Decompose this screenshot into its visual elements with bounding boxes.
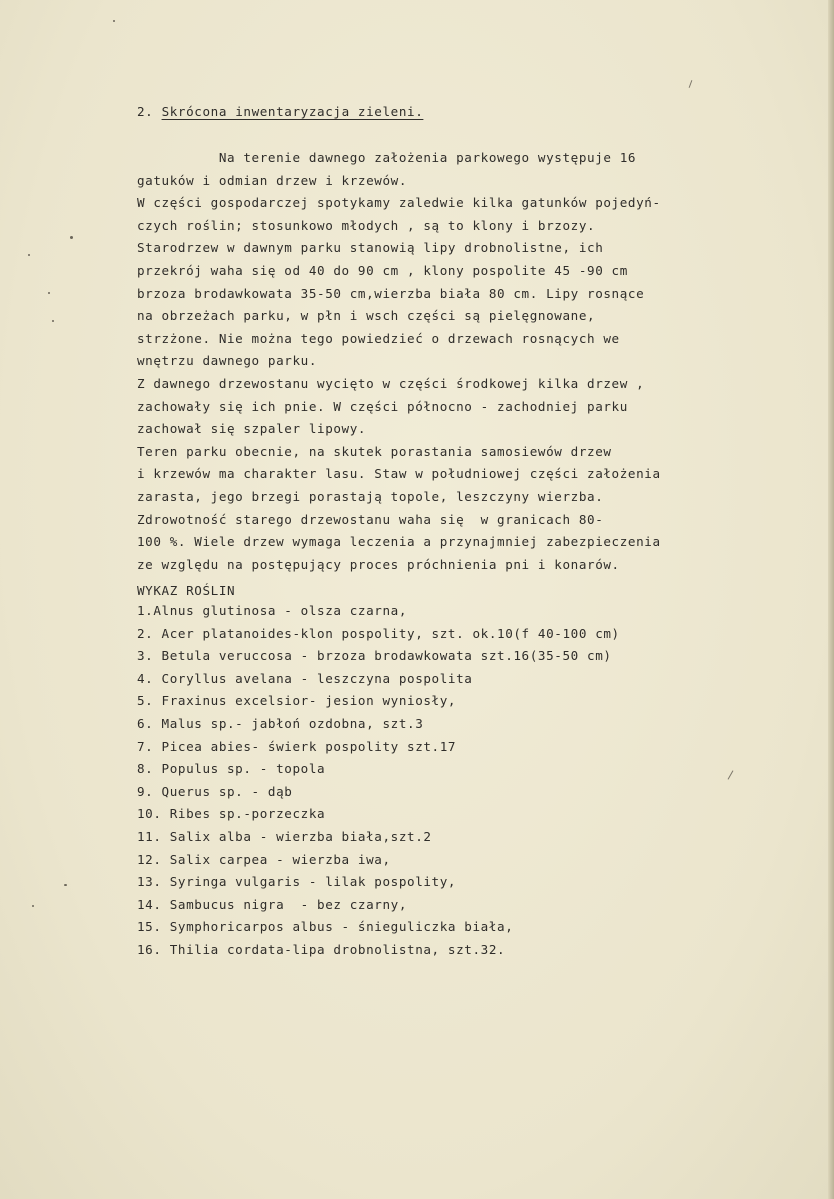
paragraph-line: zachowały się ich pnie. W części północno - zachodniej parku: [137, 398, 628, 414]
pen-mark: [728, 770, 734, 779]
paragraph-line: przekrój waha się od 40 do 90 cm , klony pospolite 45 -90 cm: [137, 262, 628, 278]
plant-list-item: 16. Thilia cordata-lipa drobnolistna, szt.32.: [137, 941, 506, 957]
paper-speck: [52, 320, 54, 322]
paragraph-line: Z dawnego drzewostanu wycięto w części środkowej kilka drzew ,: [137, 375, 645, 391]
plant-list-item: 5. Fraxinus excelsior- jesion wyniosły,: [137, 693, 457, 709]
plant-list-item: 15. Symphoricarpos albus - śnieguliczka biała,: [137, 919, 514, 935]
paper-speck: [70, 236, 73, 239]
plant-list-item: 4. Coryllus avelana - leszczyna pospolita: [137, 670, 473, 686]
paragraph-line: brzoza brodawkowata 35-50 cm,wierzba biała 80 cm. Lipy rosnące: [137, 285, 645, 301]
plant-list-item: 7. Picea abies- świerk pospolity szt.17: [137, 738, 457, 754]
paper-speck: [28, 254, 30, 256]
paper-speck: [48, 292, 50, 294]
paragraph-line: strzżone. Nie można tego powiedzieć o drzewach rosnących we: [137, 330, 620, 346]
plant-list-item: 12. Salix carpea - wierzba iwa,: [137, 851, 391, 867]
plant-list-item: 8. Populus sp. - topola: [137, 761, 326, 777]
plant-list-item: 14. Sambucus nigra - bez czarny,: [137, 896, 408, 912]
paragraph-line: zarasta, jego brzegi porastają topole, leszczyny wierzba.: [137, 488, 604, 504]
plant-list-item: 6. Malus sp.- jabłoń ozdobna, szt.3: [137, 715, 424, 731]
paragraph-line: Zdrowotność starego drzewostanu waha się w granicach 80-: [137, 511, 604, 527]
heading-title: Skrócona inwentaryzacja zieleni.: [161, 104, 424, 119]
plant-list-item: 10. Ribes sp.-porzeczka: [137, 806, 326, 822]
paragraph-line: 100 %. Wiele drzew wymaga leczenia a przynajmniej zabezpieczenia: [137, 534, 661, 550]
paper-speck: [113, 20, 115, 22]
heading-number: 2.: [137, 104, 154, 119]
paper-speck: [32, 905, 34, 907]
paragraph-line: Teren parku obecnie, na skutek porastania samosiewów drzew: [137, 443, 612, 459]
plant-list-item: 1.Alnus glutinosa - olsza czarna,: [137, 603, 408, 618]
plant-list-item: 13. Syringa vulgaris - lilak pospolity,: [137, 874, 457, 890]
plant-list-title: WYKAZ ROŚLIN: [137, 583, 236, 598]
paper-speck: [64, 884, 67, 886]
section-heading: [137, 104, 423, 119]
plant-list-item: 9. Querus sp. - dąb: [137, 783, 293, 799]
paragraph-line: Na terenie dawnego założenia parkowego występuje 16: [137, 150, 637, 165]
plant-list-item: 3. Betula veruccosa - brzoza brodawkowata szt.16(35-50 cm): [137, 648, 612, 664]
paragraph-line: ze względu na postępujący proces próchnienia pni i konarów.: [137, 556, 620, 572]
paragraph-block: [137, 147, 661, 576]
paragraph-line: i krzewów ma charakter lasu. Staw w południowej części założenia: [137, 466, 661, 482]
plant-list-item: 11. Salix alba - wierzba biała,szt.2: [137, 828, 432, 844]
paragraph-line: wnętrzu dawnego parku.: [137, 353, 318, 369]
page-edge: [828, 0, 834, 1199]
pen-mark: [689, 80, 693, 88]
paragraph-line: zachował się szpaler lipowy.: [137, 421, 367, 437]
plant-list-item: 2. Acer platanoides-klon pospolity, szt. ok.10(f 40-100 cm): [137, 625, 620, 641]
paragraph-line: czych roślin; stosunkowo młodych , są to klony i brzozy.: [137, 217, 596, 233]
paragraph-line: W części gospodarczej spotykamy zaledwie kilka gatunków pojedyń-: [137, 195, 661, 211]
paragraph-line: na obrzeżach parku, w płn i wsch części są pielęgnowane,: [137, 308, 596, 324]
paragraph-line: Starodrzew w dawnym parku stanowią lipy drobnolistne, ich: [137, 240, 604, 256]
paragraph-line: gatuków i odmian drzew i krzewów.: [137, 172, 408, 188]
plant-list: [137, 600, 620, 962]
